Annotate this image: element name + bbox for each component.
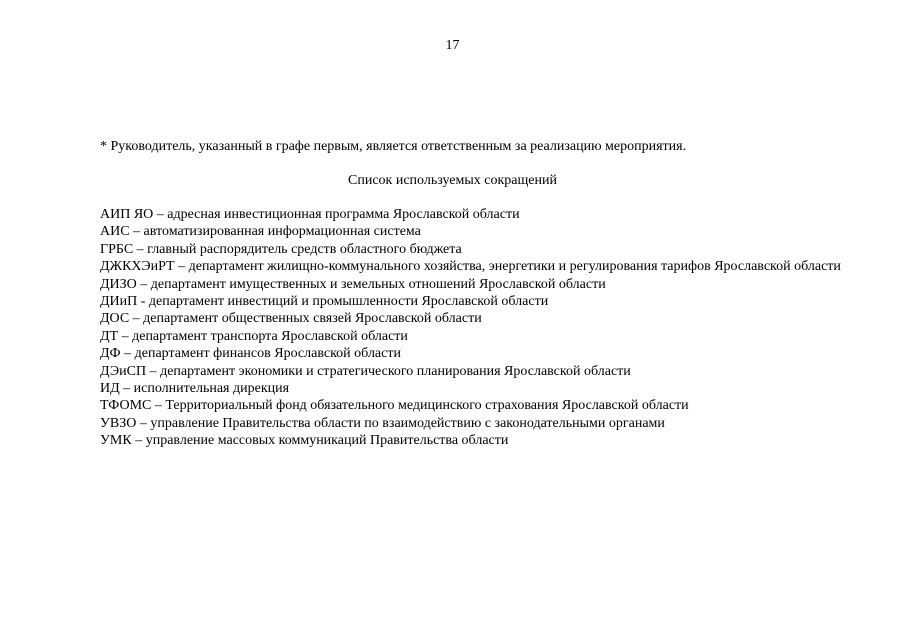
list-title: Список используемых сокращений [348,173,557,188]
list-item: УВЗО – управление Правительства области по взаимодействию с законодательными органами [100,415,665,431]
list-item: ДИиП - департамент инвестиций и промышленности Ярославской области [100,294,549,310]
abbreviation-list [60,206,843,450]
list-item: ДЭиСП – департамент экономики и стратегического планирования Ярославской области [100,363,631,379]
list-item: АИС – автоматизированная информационная система [100,224,421,240]
page-number: 17 [445,38,460,53]
list-item: ДИЗО – департамент имущественных и земельных отношений Ярославской области [100,276,606,292]
list-item: ТФОМС – Территориальный фонд обязательного медицинского страхования Ярославской области [100,398,689,414]
list-item: ДФ – департамент финансов Ярославской области [100,346,401,362]
list-item: УМК – управление массовых коммуникаций Правительства области [100,433,509,449]
list-item: АИП ЯО – адресная инвестиционная программа Ярославской области [100,207,520,222]
list-item: ДЖКХЭиРТ – департамент жилищно-коммунального хозяйства, энергетики и регулирования тарифов Ярославской области [100,259,841,275]
list-item: ИД – исполнительная дирекция [100,381,290,397]
list-item: ГРБС – главный распорядитель средств областного бюджета [100,241,462,257]
footnote: * Руководитель, указанный в графе первым, является ответственным за реализацию мероприятия. [100,139,687,154]
list-item: ДТ – департамент транспорта Ярославской области [100,328,408,344]
list-item: ДОС – департамент общественных связей Ярославской области [100,311,482,327]
